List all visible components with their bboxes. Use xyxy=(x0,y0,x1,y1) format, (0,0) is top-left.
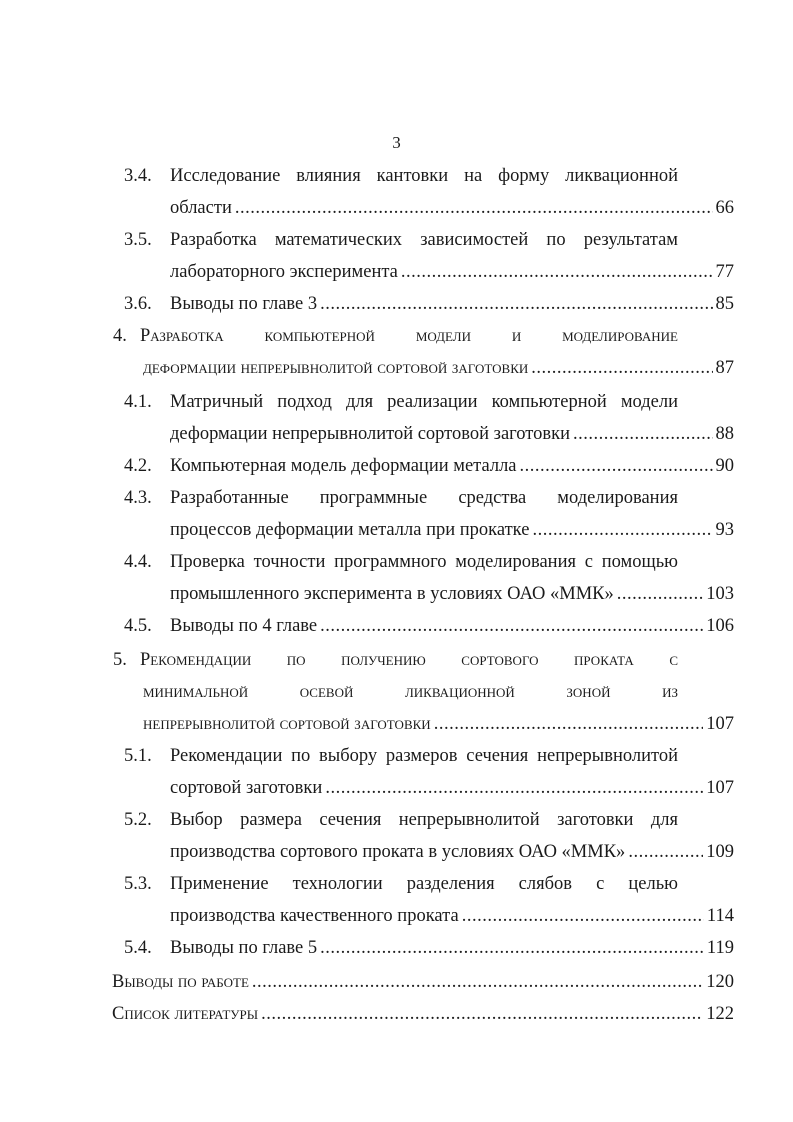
toc-number: 4. xyxy=(113,326,127,346)
toc-entry-conclusions[interactable] xyxy=(0,972,793,1000)
dot-leader xyxy=(532,520,712,541)
toc-chapter-5-line3[interactable] xyxy=(0,714,793,742)
dot-leader xyxy=(531,358,712,379)
dot-leader xyxy=(320,938,704,959)
toc-page-number: 87 xyxy=(715,358,734,378)
toc-page-number: 85 xyxy=(715,294,734,314)
toc-entry-5-2-line2[interactable] xyxy=(0,842,793,870)
toc-number: 5.2. xyxy=(124,810,152,830)
toc-page-number: 107 xyxy=(706,778,734,798)
toc-title: Выбор размера сечения непрерывнолитой заготовки для xyxy=(170,810,678,830)
toc-page-number: 66 xyxy=(715,198,734,218)
toc-page-number: 107 xyxy=(706,714,734,734)
toc-page-number: 93 xyxy=(715,520,734,540)
toc-title: Применение технологии разделения слябов с целью xyxy=(170,874,678,894)
toc-number: 5. xyxy=(113,650,127,670)
toc-chapter-5-line2[interactable] xyxy=(0,682,793,710)
toc-title: Исследование влияния кантовки на форму ликвационной xyxy=(170,166,678,186)
dot-leader xyxy=(628,842,703,863)
dot-leader xyxy=(320,294,712,315)
dot-leader xyxy=(261,1004,703,1025)
toc-title: Компьютерная модель деформации металла xyxy=(170,456,517,476)
toc-entry-5-3-line2[interactable] xyxy=(0,906,793,934)
toc-entry-3-4-line1[interactable] xyxy=(0,166,793,194)
toc-number: 4.3. xyxy=(124,488,152,508)
toc-number: 4.4. xyxy=(124,552,152,572)
toc-chapter-5-line1[interactable] xyxy=(0,650,793,678)
toc-number: 3.4. xyxy=(124,166,152,186)
dot-leader xyxy=(434,714,704,735)
toc-page-number: 103 xyxy=(706,584,734,604)
toc-title-continuation: деформации непрерывнолитой сортовой заготовки xyxy=(170,424,571,444)
toc-number: 4.5. xyxy=(124,616,152,636)
toc-title: Выводы по 4 главе xyxy=(170,616,318,636)
toc-chapter-4-line1[interactable] xyxy=(0,326,793,354)
toc-title-continuation: процессов деформации металла при прокатке xyxy=(170,520,530,540)
toc-title-continuation: минимальной осевой ликвационной зоной из xyxy=(143,682,678,702)
toc-entry-4-1-line2[interactable] xyxy=(0,424,793,452)
toc-entry-4-4-line2[interactable] xyxy=(0,584,793,612)
toc-number: 3.5. xyxy=(124,230,152,250)
toc-title: Рекомендации по получению сортового проката с xyxy=(140,650,678,670)
dot-leader xyxy=(235,198,713,219)
toc-entry-5-4[interactable] xyxy=(0,938,793,966)
toc-title-continuation: непрерывнолитой сортовой заготовки xyxy=(143,714,431,734)
toc-entry-4-5[interactable] xyxy=(0,616,793,644)
toc-entry-4-4-line1[interactable] xyxy=(0,552,793,580)
dot-leader xyxy=(617,584,703,605)
toc-entry-4-2[interactable] xyxy=(0,456,793,484)
toc-entry-3-5-line2[interactable] xyxy=(0,262,793,290)
toc-page-number: 109 xyxy=(706,842,734,862)
toc-entry-5-3-line1[interactable] xyxy=(0,874,793,902)
toc-entry-references[interactable] xyxy=(0,1004,793,1032)
toc-title-continuation: области xyxy=(170,198,232,218)
toc-title-continuation: лабораторного эксперимента xyxy=(170,262,398,282)
toc-title-continuation: промышленного эксперимента в условиях ОАО «ММК» xyxy=(170,584,614,604)
toc-number: 4.2. xyxy=(124,456,152,476)
toc-title-continuation: производства качественного проката xyxy=(170,906,459,926)
toc-entry-4-1-line1[interactable] xyxy=(0,392,793,420)
toc-title-continuation: производства сортового проката в условиях ОАО «ММК» xyxy=(170,842,626,862)
toc-number: 4.1. xyxy=(124,392,152,412)
toc-chapter-4-line2[interactable] xyxy=(0,358,793,386)
toc-page-number: 122 xyxy=(706,1004,734,1024)
toc-title: Матричный подход для реализации компьютерной модели xyxy=(170,392,678,412)
toc-title-continuation: деформации непрерывнолитой сортовой заготовки xyxy=(143,358,529,378)
toc-number: 5.3. xyxy=(124,874,152,894)
toc-entry-5-1-line2[interactable] xyxy=(0,778,793,806)
toc-page-number: 90 xyxy=(715,456,734,476)
toc-number: 5.1. xyxy=(124,746,152,766)
toc-page-number: 88 xyxy=(715,424,734,444)
toc-title: Разработка математических зависимостей по результатам xyxy=(170,230,678,250)
toc-number: 5.4. xyxy=(124,938,152,958)
dot-leader xyxy=(462,906,704,927)
toc-title: Разработка компьютерной модели и моделирование xyxy=(140,326,678,346)
toc-title: Рекомендации по выбору размеров сечения непрерывнолитой xyxy=(170,746,678,766)
dot-leader xyxy=(252,972,703,993)
toc-entry-5-1-line1[interactable] xyxy=(0,746,793,774)
dot-leader xyxy=(325,778,703,799)
dot-leader xyxy=(320,616,703,637)
dot-leader xyxy=(401,262,713,283)
toc-page-number: 77 xyxy=(715,262,734,282)
toc-entry-5-2-line1[interactable] xyxy=(0,810,793,838)
toc-page-number: 114 xyxy=(706,906,734,926)
toc-title: Список литературы xyxy=(112,1004,259,1024)
toc-entry-3-5-line1[interactable] xyxy=(0,230,793,258)
toc-entry-4-3-line1[interactable] xyxy=(0,488,793,516)
toc-number: 3.6. xyxy=(124,294,152,314)
toc-title: Проверка точности программного моделирования с помощью xyxy=(170,552,678,572)
toc-title: Выводы по главе 5 xyxy=(170,938,318,958)
toc-title: Разработанные программные средства моделирования xyxy=(170,488,678,508)
toc-page-number: 106 xyxy=(706,616,734,636)
dot-leader xyxy=(573,424,712,445)
dot-leader xyxy=(520,456,713,477)
page-number: 3 xyxy=(392,133,401,152)
toc-entry-3-6[interactable] xyxy=(0,294,793,322)
toc-title: Выводы по главе 3 xyxy=(170,294,318,314)
toc-page-number: 120 xyxy=(706,972,734,992)
toc-title-continuation: сортовой заготовки xyxy=(170,778,323,798)
toc-entry-3-4-line2[interactable] xyxy=(0,198,793,226)
toc-title: Выводы по работе xyxy=(112,972,249,992)
toc-page-number: 119 xyxy=(706,938,734,958)
toc-entry-4-3-line2[interactable] xyxy=(0,520,793,548)
